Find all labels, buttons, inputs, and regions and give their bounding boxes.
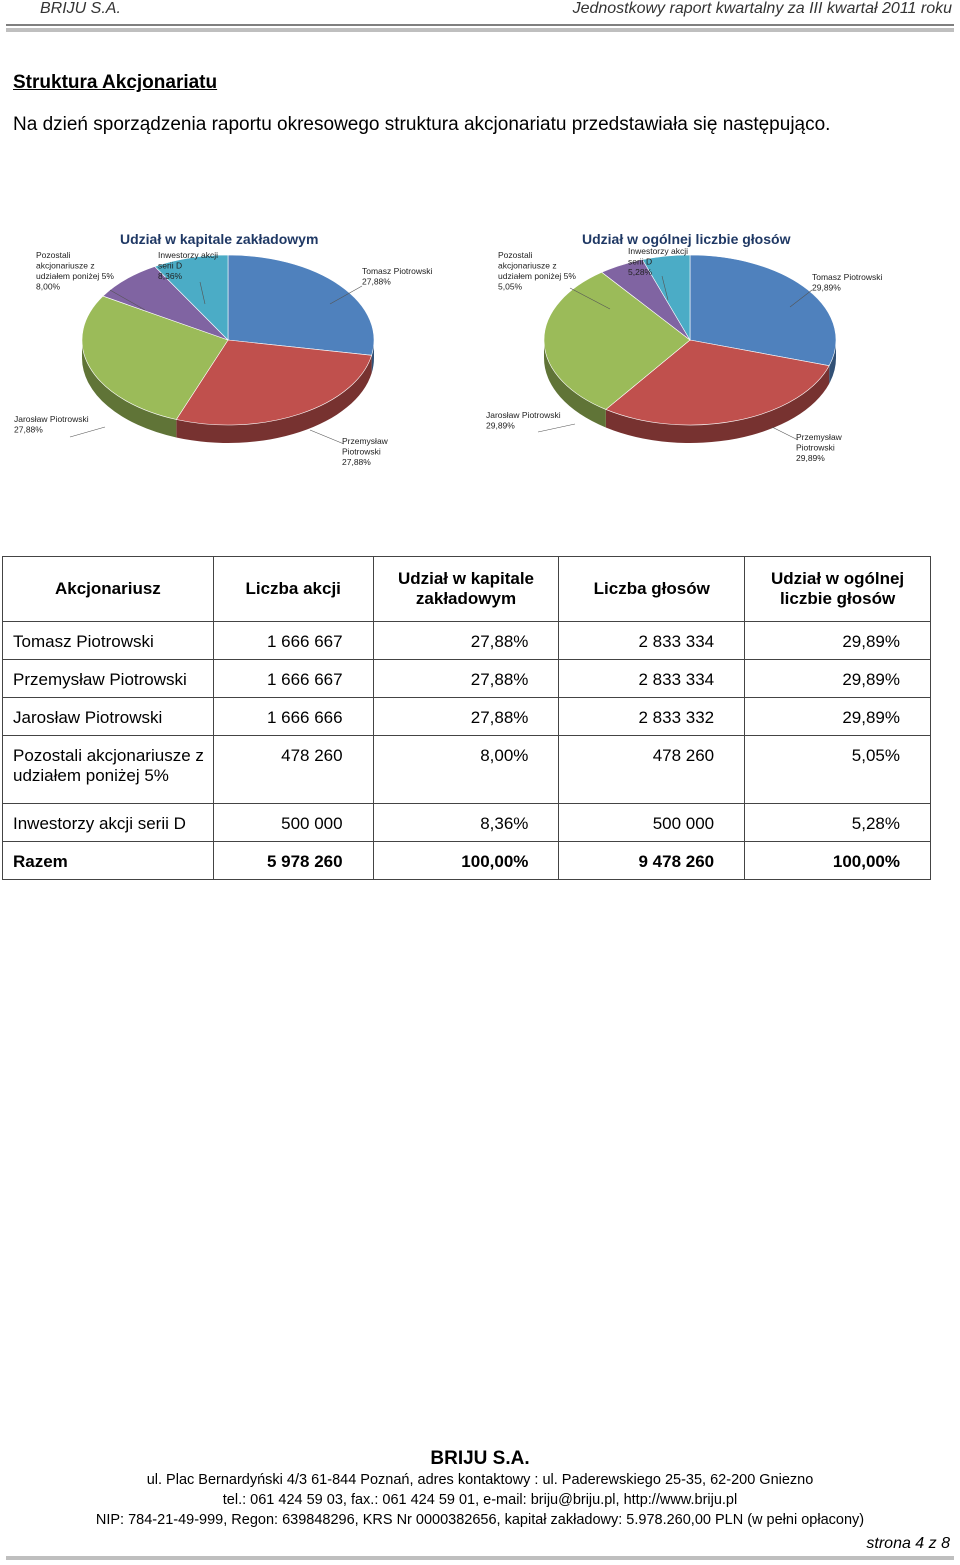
cell-votes: 500 000 (559, 804, 745, 842)
slice-label-line: akcjonariusze z (498, 260, 557, 271)
footer-address: ul. Plac Bernardyński 4/3 61-844 Poznań, adres kontaktowy : ul. Paderewskiego 25-35, 62-200 Gniezno (146, 1472, 814, 1488)
table-row (3, 804, 931, 842)
col-header-shareholder: Akcjonariusz (3, 557, 214, 622)
table-row (3, 660, 931, 698)
slice-label-line: Inwestorzy akcji (158, 250, 218, 260)
cell-votes: 2 833 334 (559, 660, 745, 698)
cell-name: Razem (3, 842, 214, 880)
slice-label-line: udziałem poniżej 5% (498, 271, 576, 281)
slice-label-line: Piotrowski (796, 442, 835, 453)
cell-votes: 478 260 (559, 736, 745, 804)
page-number: strona 4 z 8 (866, 1535, 950, 1552)
slice-label-line: 8,00% (36, 281, 61, 292)
cell-capital: 8,36% (373, 804, 559, 842)
header-rule (6, 24, 954, 26)
slice-label (796, 432, 843, 463)
slice-label (486, 410, 561, 431)
cell-vote-share: 29,89% (745, 660, 931, 698)
slice-label (498, 250, 576, 292)
page-footer (0, 1448, 960, 1530)
slice-label-line: Przemysław (342, 436, 388, 446)
table-total-row (3, 842, 931, 880)
table-row (3, 736, 931, 804)
cell-shares: 1 666 667 (213, 660, 373, 698)
cell-capital: 27,88% (373, 622, 559, 660)
chart-title: Udział w ogólnej liczbie głosów (582, 231, 791, 247)
slice-label-line: Tomasz Piotrowski (362, 266, 433, 276)
slice-label-line: serii D (628, 256, 653, 267)
cell-capital: 100,00% (373, 842, 559, 880)
slice-label-line: Tomasz Piotrowski (812, 272, 883, 282)
footer-company: BRIJU S.A. (430, 1448, 530, 1469)
leader-line (538, 424, 575, 432)
slice-label (14, 414, 89, 435)
cell-shares: 1 666 667 (213, 622, 373, 660)
slice-label-line: Inwestorzy akcji (628, 246, 688, 256)
chart-title: Udział w kapitale zakładowym (120, 231, 319, 247)
cell-name: Jarosław Piotrowski (3, 698, 214, 736)
slice-label-line: 27,88% (342, 457, 371, 467)
pie-slice (228, 255, 374, 355)
slice-label-line: akcjonariusze z (36, 260, 95, 271)
slice-label-line: Pozostali (498, 250, 533, 260)
slice-label-line: 5,05% (498, 281, 523, 292)
slice-label-line: 5,28% (628, 267, 653, 277)
slice-label-line: Jarosław Piotrowski (14, 414, 89, 424)
cell-shares: 5 978 260 (213, 842, 373, 880)
intro-paragraph: Na dzień sporządzenia raportu okresowego struktura akcjonariatu przedstawiała się następująco. (13, 114, 831, 135)
slice-label (342, 436, 389, 467)
table-row (3, 698, 931, 736)
slice-label-line: serii D (158, 260, 183, 271)
col-header-shares: Liczba akcji (213, 557, 373, 622)
slice-label-line: Pozostali (36, 250, 71, 260)
footer-registry: NIP: 784-21-49-999, Regon: 639848296, KRS Nr 0000382656, kapitał zakładowy: 5.978.260,00 PLN (w pełni opłacony) (95, 1512, 865, 1528)
cell-shares: 478 260 (213, 736, 373, 804)
cell-votes: 9 478 260 (559, 842, 745, 880)
leader-line (310, 430, 344, 444)
slice-label-line: 29,89% (796, 453, 825, 463)
col-header-vote-share: Udział w ogólnej liczbie głosów (745, 557, 931, 622)
slice-label-line: Piotrowski (342, 446, 381, 457)
col-header-votes: Liczba głosów (559, 557, 745, 622)
slice-label-line: udziałem poniżej 5% (36, 271, 114, 281)
cell-name: Przemysław Piotrowski (3, 660, 214, 698)
col-header-capital: Udział w kapitale zakładowym (373, 557, 559, 622)
cell-vote-share: 5,28% (745, 804, 931, 842)
header-report-title: Jednostkowy raport kwartalny za III kwartał 2011 roku (572, 0, 952, 17)
slice-label-line: 27,88% (362, 276, 391, 287)
table-header-row (3, 557, 931, 622)
cell-vote-share: 29,89% (745, 698, 931, 736)
cell-capital: 8,00% (373, 736, 559, 804)
slice-label-line: 29,89% (486, 420, 515, 431)
slice-label (812, 272, 882, 293)
slice-label-line: Przemysław (796, 432, 842, 442)
cell-vote-share: 29,89% (745, 622, 931, 660)
section-title: Struktura Akcjonariatu (13, 72, 218, 93)
table-row (3, 622, 931, 660)
slice-label-line: Jarosław Piotrowski (486, 410, 561, 420)
slice-label-line: 8,36% (158, 271, 183, 281)
leader-line (772, 427, 798, 440)
slice-label-line: 27,88% (14, 424, 43, 435)
leader-line (70, 427, 105, 437)
header-company: BRIJU S.A. (40, 0, 121, 17)
cell-capital: 27,88% (373, 660, 559, 698)
footer-rule (6, 1556, 954, 1560)
pie-chart-capital (10, 222, 450, 477)
slice-label (36, 250, 114, 292)
slice-label-line: 29,89% (812, 282, 841, 293)
cell-capital: 27,88% (373, 698, 559, 736)
cell-votes: 2 833 334 (559, 622, 745, 660)
cell-votes: 2 833 332 (559, 698, 745, 736)
pie-chart-votes (480, 222, 920, 477)
slice-label (362, 266, 432, 287)
cell-name: Tomasz Piotrowski (3, 622, 214, 660)
cell-shares: 500 000 (213, 804, 373, 842)
cell-shares: 1 666 666 (213, 698, 373, 736)
cell-name: Inwestorzy akcji serii D (3, 804, 214, 842)
cell-vote-share: 100,00% (745, 842, 931, 880)
shareholder-table (2, 556, 931, 880)
cell-vote-share: 5,05% (745, 736, 931, 804)
footer-contact: tel.: 061 424 59 03, fax.: 061 424 59 01, e-mail: briju@briju.pl, http://www.briju.pl (222, 1492, 738, 1508)
header-rule-shadow (6, 28, 954, 32)
cell-name: Pozostali akcjonariusze z udziałem poniżej 5% (3, 736, 214, 804)
